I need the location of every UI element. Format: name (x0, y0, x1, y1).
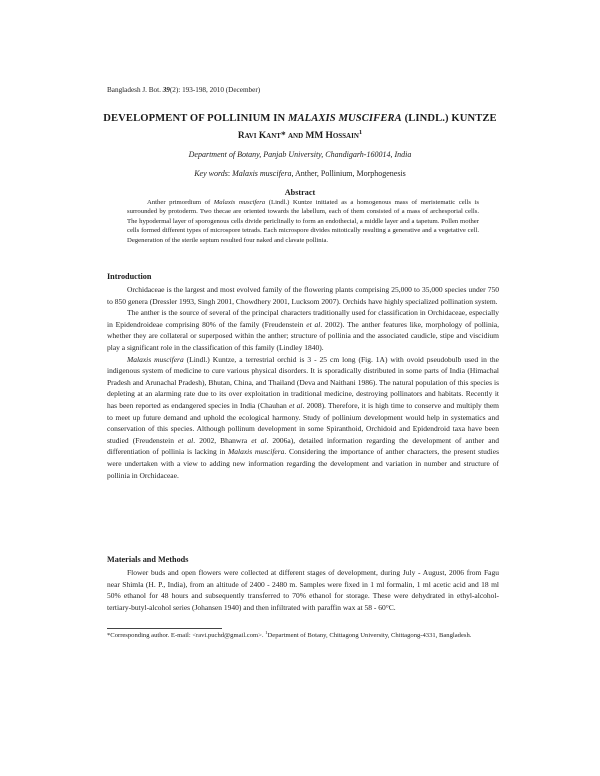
keywords: Key words: Malaxis muscifera, Anther, Pollinium, Morphogenesis (194, 169, 406, 178)
introduction-body (107, 284, 499, 481)
intro-paragraph-1: Orchidaceae is the largest and most evolved family of the flowering plants comprising 25,000 to 35,000 species under 750 to 850 genera (Dressler 1993, Singh 2001, Chowdhery 2001, Lucksom 2007). Orchids have highly specialized pollination system. (107, 285, 499, 306)
methods-paragraph-1: Flower buds and open flowers were collected at different stages of development, during July - August, 2006 from Fagu near Shimla (H. P., India), from an altitude of 2400 - 2480 m. Samples were fixed in 1 ml formalin, 1 ml acetic acid and 18 ml 50% ethanol for 48 hours and subsequently transferred to 70% ethanol for storage. These were dehydrated in ethyl-alcohol-tertiary-butyl-alcohol series (Johansen 1940) and then infiltrated with paraffin wax at 58 - 60°C. (107, 568, 499, 612)
intro-paragraph-3: Malaxis muscifera (Lindl.) Kuntze, a terrestrial orchid is 3 - 25 cm long (Fig. 1A) with ovoid pseudobulb used in the indigenous system of medicine to cure various physical disorders. It is sporadically distributed in some parts of India (Himachal Pradesh and Arunachal Pradesh), Bhutan, China, and Thailand (Deva and Naithani 1986). The natural population of this species is depleting at an alarming rate due to its over exploitation in traditional medicine, destroying pollinators and habitats. Recently it has been reported as endangered species in India (Chauhan et al. 2008). Therefore, it is high time to conserve and multiply them to meet up future demand and uphold the ecological harmony. Study of pollinium development would help in systematics and conservation of this species. Although pollinum development in some Spiranthoid, Orchidoid and Epidendroid taxa have been studied (Freudenstein et al. 2002, Bhanwra et al. 2006a), detailed information regarding the development of anther and differentiation of pollinia is lacking in Malaxis muscifera. Considering the importance of anther characters, the present studies were undertaken with a view to adding new information regarding the development and variation in number and structure of pollinia in Orchidaceae. (107, 354, 500, 480)
methods-heading: Materials and Methods (107, 555, 189, 564)
footnote: *Corresponding author. E-mail: <ravi.puchd@gmail.com>. $^1$Department of Botany, Chittagong University, Chittagong-4331, Bangladesh. (107, 629, 472, 639)
abstract-text: Anther primordium of Malaxis muscifera (Lindl.) Kuntze initiated as a homogenous mass of meristematic cells is surrounded by protoderm. Two thecae are oriented towards the labellum, each of them consisted of a mass of archesporial cells. The hypodermal layer of sporogenous cells divide periclinally to form an endothecial, a middle layer and a tapetum. Pollen mother cells formed different types of microspore tetrads. Each microspore divides mitotically resulting a generative and a vegetative cell. Degeneration of the sterile septum resulted four naked and clavate pollinia. (127, 199, 479, 244)
author-line: Ravi Kant* and MM Hossain$^1$ (237, 128, 363, 141)
journal-citation: Bangladesh J. Bot. 39(2): 193-198, 2010 (December) (107, 86, 261, 94)
intro-paragraph-2: The anther is the source of several of the principal characters traditionally used for classification in Orchidaceae, especially in Epidendroideae comprising 80% of the family (Freudenstein et al. 2002). The anther features like, morphology of pollinia, whether they are collateral or superposed within the anther; structure of pollinia and the associated caudicle, stipe and viscidium play a significant role in the classification of this family (Lindley 1840). (107, 308, 499, 352)
introduction-heading: Introduction (107, 272, 152, 281)
affiliation: Department of Botany, Panjab University, Chandigarh-160014, India (188, 150, 412, 159)
methods-body (107, 567, 499, 613)
footnote-rule (107, 628, 222, 629)
paper-title: DEVELOPMENT OF POLLINIUM IN MALAXIS MUSCIFERA (LINDL.) KUNTZE (103, 113, 497, 124)
abstract-heading: Abstract (284, 188, 316, 197)
